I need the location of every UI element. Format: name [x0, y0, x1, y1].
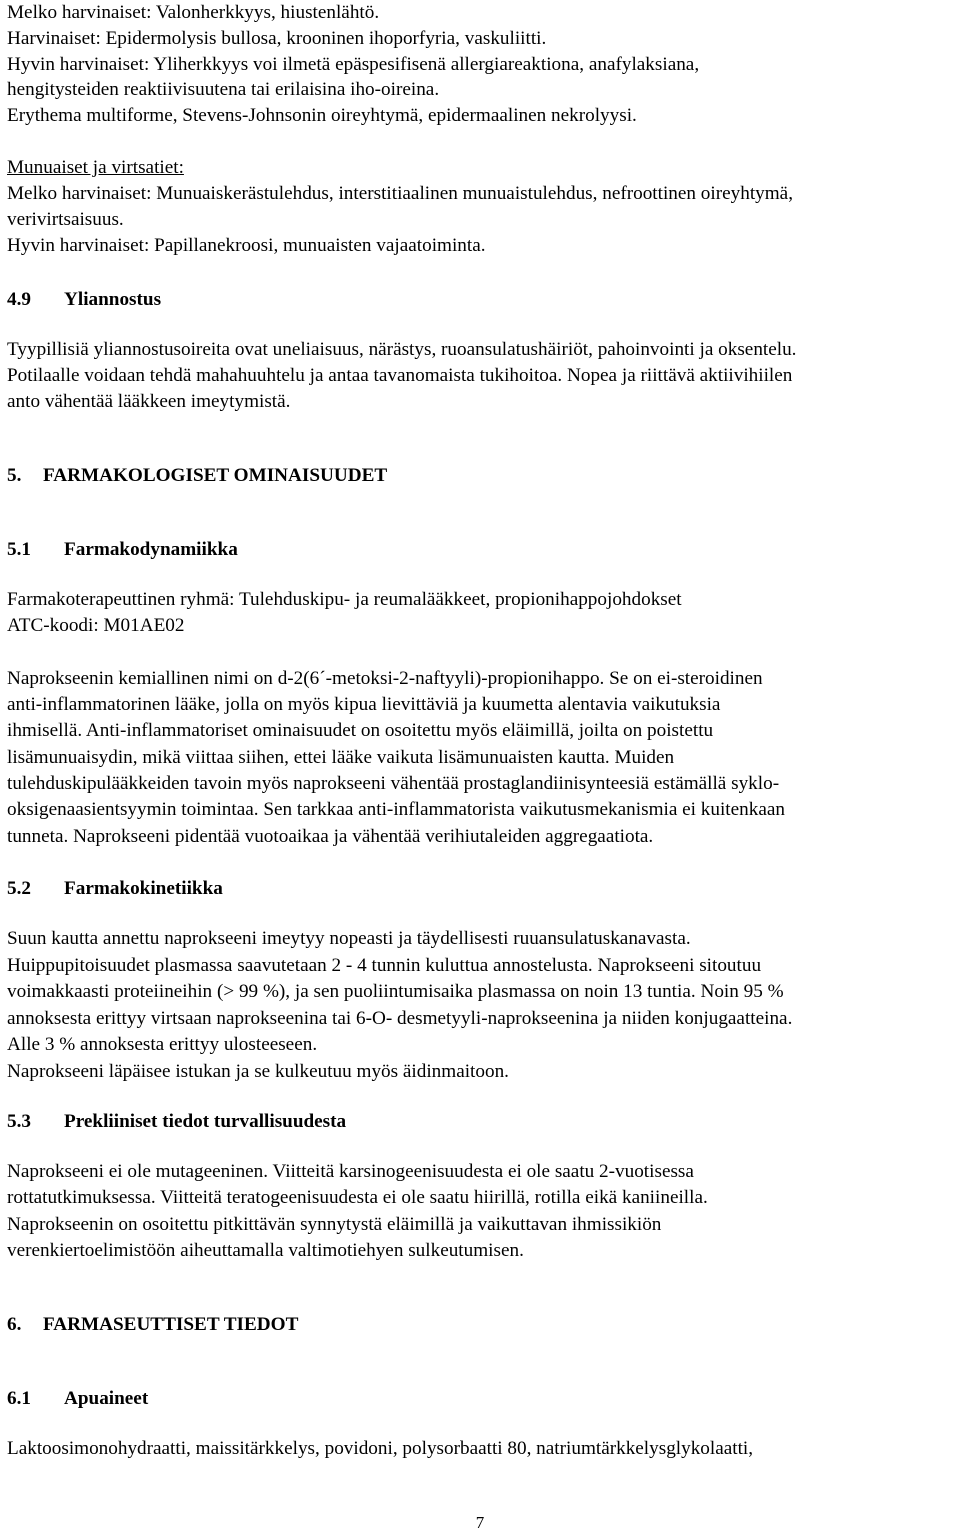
- subsection-heading-kidney: Munuaiset ja virtsatiet:: [7, 157, 184, 178]
- text-line: ATC-koodi: M01AE02: [7, 615, 185, 636]
- section-title: Apuaineet: [64, 1388, 149, 1409]
- section-title: FARMAKOLOGISET OMINAISUUDET: [43, 465, 388, 486]
- section-number: 5.: [7, 465, 22, 486]
- text-line: Naprokseeni läpäisee istukan ja se kulkeutuu myös äidinmaitoon.: [7, 1061, 509, 1082]
- section-heading-5-3: [7, 1109, 346, 1136]
- text-line: Laktoosimonohydraatti, maissitärkkelys, povidoni, polysorbaatti 80, natriumtärkkelysglykolaatti,: [7, 1438, 754, 1459]
- section-number: 5.2: [7, 878, 31, 899]
- text-line: annoksesta erittyy virtsaan naprokseenina tai 6-O- desmetyyli-naprokseenina ja niiden konjugaatteina.: [7, 1008, 793, 1029]
- text-line: Melko harvinaiset: Munuaiskerästulehdus, interstitiaalinen munuaistulehdus, nefroottinen oireyhtymä,: [7, 183, 793, 204]
- text-line: rottatutkimuksessa. Viitteitä teratogeenisuudesta ei ole saatu hiirillä, rotilla eikä kaniineilla.: [7, 1187, 708, 1208]
- text-line: Suun kautta annettu naprokseeni imeytyy nopeasti ja täydellisesti ruuansulatuskanavasta.: [7, 928, 691, 949]
- text-line: Hyvin harvinaiset: Papillanekroosi, munuaisten vajaatoiminta.: [7, 235, 486, 256]
- text-line: ihmisellä. Anti-inflammatoriset ominaisuudet on osoitettu myös eläimillä, joilta on poistettu: [7, 720, 714, 741]
- text-line: Tyypillisiä yliannostusoireita ovat uneliaisuus, närästys, ruoansulatushäiriöt, pahoinvointi ja oksentelu.: [7, 339, 797, 360]
- text-line: lisämunuaisydin, mikä viittaa siihen, ettei lääke vaikuta lisämunuaisten kautta. Muiden: [7, 747, 675, 768]
- text-line: hengitysteiden reaktiivisuutena tai erilaisina iho-oireina.: [7, 79, 440, 100]
- section-number: 6.: [7, 1314, 22, 1335]
- section-title: Farmakokinetiikka: [64, 878, 223, 899]
- section-title: FARMASEUTTISET TIEDOT: [43, 1314, 299, 1335]
- section-title: Farmakodynamiikka: [64, 539, 238, 560]
- text-line: tunneta. Naprokseeni pidentää vuotoaikaa ja vähentää verihiutaleiden aggregaatiota.: [7, 826, 654, 847]
- text-line: Naprokseeni ei ole mutageeninen. Viitteitä karsinogeenisuudesta ei ole saatu 2-vuotisessa: [7, 1161, 694, 1182]
- section-heading-6-1: [7, 1386, 148, 1413]
- section-title: Prekliiniset tiedot turvallisuudesta: [64, 1111, 347, 1132]
- text-line: Naprokseenin kemiallinen nimi on d-2(6´-metoksi-2-naftyyli)-propionihappo. Se on ei-steroidinen: [7, 668, 763, 689]
- text-line: anti-inflammatorinen lääke, jolla on myös kipua lievittäviä ja kuumetta alentavia vaikutuksia: [7, 694, 721, 715]
- section-heading-4-9: [7, 287, 161, 314]
- section-heading-5: [7, 463, 387, 490]
- section-number: 6.1: [7, 1388, 31, 1409]
- section-heading-5-2: [7, 876, 223, 903]
- text-line: Erythema multiforme, Stevens-Johnsonin oireyhtymä, epidermaalinen nekrolyysi.: [7, 105, 637, 126]
- text-line: Harvinaiset: Epidermolysis bullosa, krooninen ihoporfyria, vaskuliitti.: [7, 28, 547, 49]
- text-line: verivirtsaisuus.: [7, 209, 124, 230]
- text-line: verenkiertoelimistöön aiheuttamalla valtimotiehyen sulkeutumisen.: [7, 1240, 524, 1261]
- text-line: Huippupitoisuudet plasmassa saavutetaan 2 - 4 tunnin kuluttua annostelusta. Naprokseeni sitoutuu: [7, 955, 762, 976]
- section-heading-6: [7, 1312, 298, 1339]
- text-line: Hyvin harvinaiset: Yliherkkyys voi ilmetä epäspesifisenä allergiareaktiona, anafylaksiana,: [7, 54, 700, 75]
- section-number: 4.9: [7, 289, 31, 310]
- text-line: oksigenaasientsyymin toimintaa. Sen tarkkaa anti-inflammatorista vaikutusmekanismia ei kuitenkaan: [7, 799, 785, 820]
- section-number: 5.1: [7, 539, 31, 560]
- text-line: anto vähentää lääkkeen imeytymistä.: [7, 391, 291, 412]
- text-line: Farmakoterapeuttinen ryhmä: Tulehduskipu- ja reumalääkkeet, propionihappojohdokset: [7, 589, 682, 610]
- text-line: Melko harvinaiset: Valonherkkyys, hiustenlähtö.: [7, 2, 380, 23]
- section-title: Yliannostus: [64, 289, 162, 310]
- section-number: 5.3: [7, 1111, 31, 1132]
- text-line: Naprokseenin on osoitettu pitkittävän synnytystä eläimillä ja vaikuttavan ihmissikiön: [7, 1214, 662, 1235]
- section-heading-5-1: [7, 537, 238, 564]
- page-number: 7: [475, 1513, 485, 1532]
- text-line: voimakkaasti proteiineihin (> 99 %), ja sen puoliintumisaika plasmassa on noin 13 tuntia. Noin 95 %: [7, 981, 784, 1002]
- text-line: Alle 3 % annoksesta erittyy ulosteeseen.: [7, 1034, 318, 1055]
- text-line: Potilaalle voidaan tehdä mahahuuhtelu ja antaa tavanomaista tukihoitoa. Nopea ja riittävä aktiivihiilen: [7, 365, 793, 386]
- text-line: tulehduskipulääkkeiden tavoin myös naprokseeni vähentää prostaglandiinisynteesiä estämällä syklo-: [7, 773, 780, 794]
